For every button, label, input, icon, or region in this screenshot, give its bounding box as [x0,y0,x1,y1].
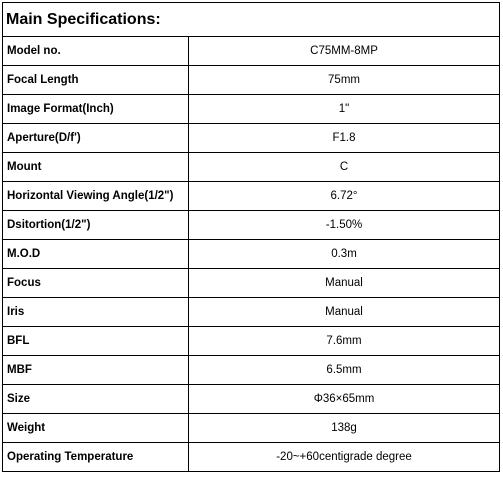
spec-label: Iris [3,298,189,327]
table-row [3,37,500,66]
title-row [3,3,500,37]
spec-value: 1" [189,95,500,124]
table-row [3,182,500,211]
table-row [3,356,500,385]
spec-label: M.O.D [3,240,189,269]
spec-label: Focal Length [3,66,189,95]
spec-label: BFL [3,327,189,356]
spec-value: C75MM-8MP [189,37,500,66]
spec-value: 6.5mm [189,356,500,385]
table-row [3,153,500,182]
spec-label: Weight [3,414,189,443]
spec-value: 6.72° [189,182,500,211]
spec-value: Φ36×65mm [189,385,500,414]
spec-label: Dsitortion(1/2") [3,211,189,240]
spec-label: Mount [3,153,189,182]
spec-sheet [2,2,499,472]
spec-value: 0.3m [189,240,500,269]
table-row [3,66,500,95]
table-row [3,269,500,298]
spec-label: Model no. [3,37,189,66]
table-row [3,327,500,356]
spec-label: Image Format(Inch) [3,95,189,124]
spec-value: 138g [189,414,500,443]
spec-value: Manual [189,269,500,298]
table-row [3,211,500,240]
table-row [3,124,500,153]
spec-label: Aperture(D/f') [3,124,189,153]
spec-value: Manual [189,298,500,327]
spec-label: Focus [3,269,189,298]
spec-value: 75mm [189,66,500,95]
spec-label: Horizontal Viewing Angle(1/2") [3,182,189,211]
spec-value: -20~+60centigrade degree [189,443,500,472]
table-row [3,385,500,414]
table-row [3,414,500,443]
spec-label: MBF [3,356,189,385]
table-row [3,443,500,472]
spec-label: Size [3,385,189,414]
table-row [3,95,500,124]
table-row [3,298,500,327]
table-row [3,240,500,269]
table-title: Main Specifications: [3,3,500,37]
spec-table [2,2,500,472]
spec-value: -1.50% [189,211,500,240]
spec-value: F1.8 [189,124,500,153]
spec-value: 7.6mm [189,327,500,356]
spec-value: C [189,153,500,182]
spec-label: Operating Temperature [3,443,189,472]
